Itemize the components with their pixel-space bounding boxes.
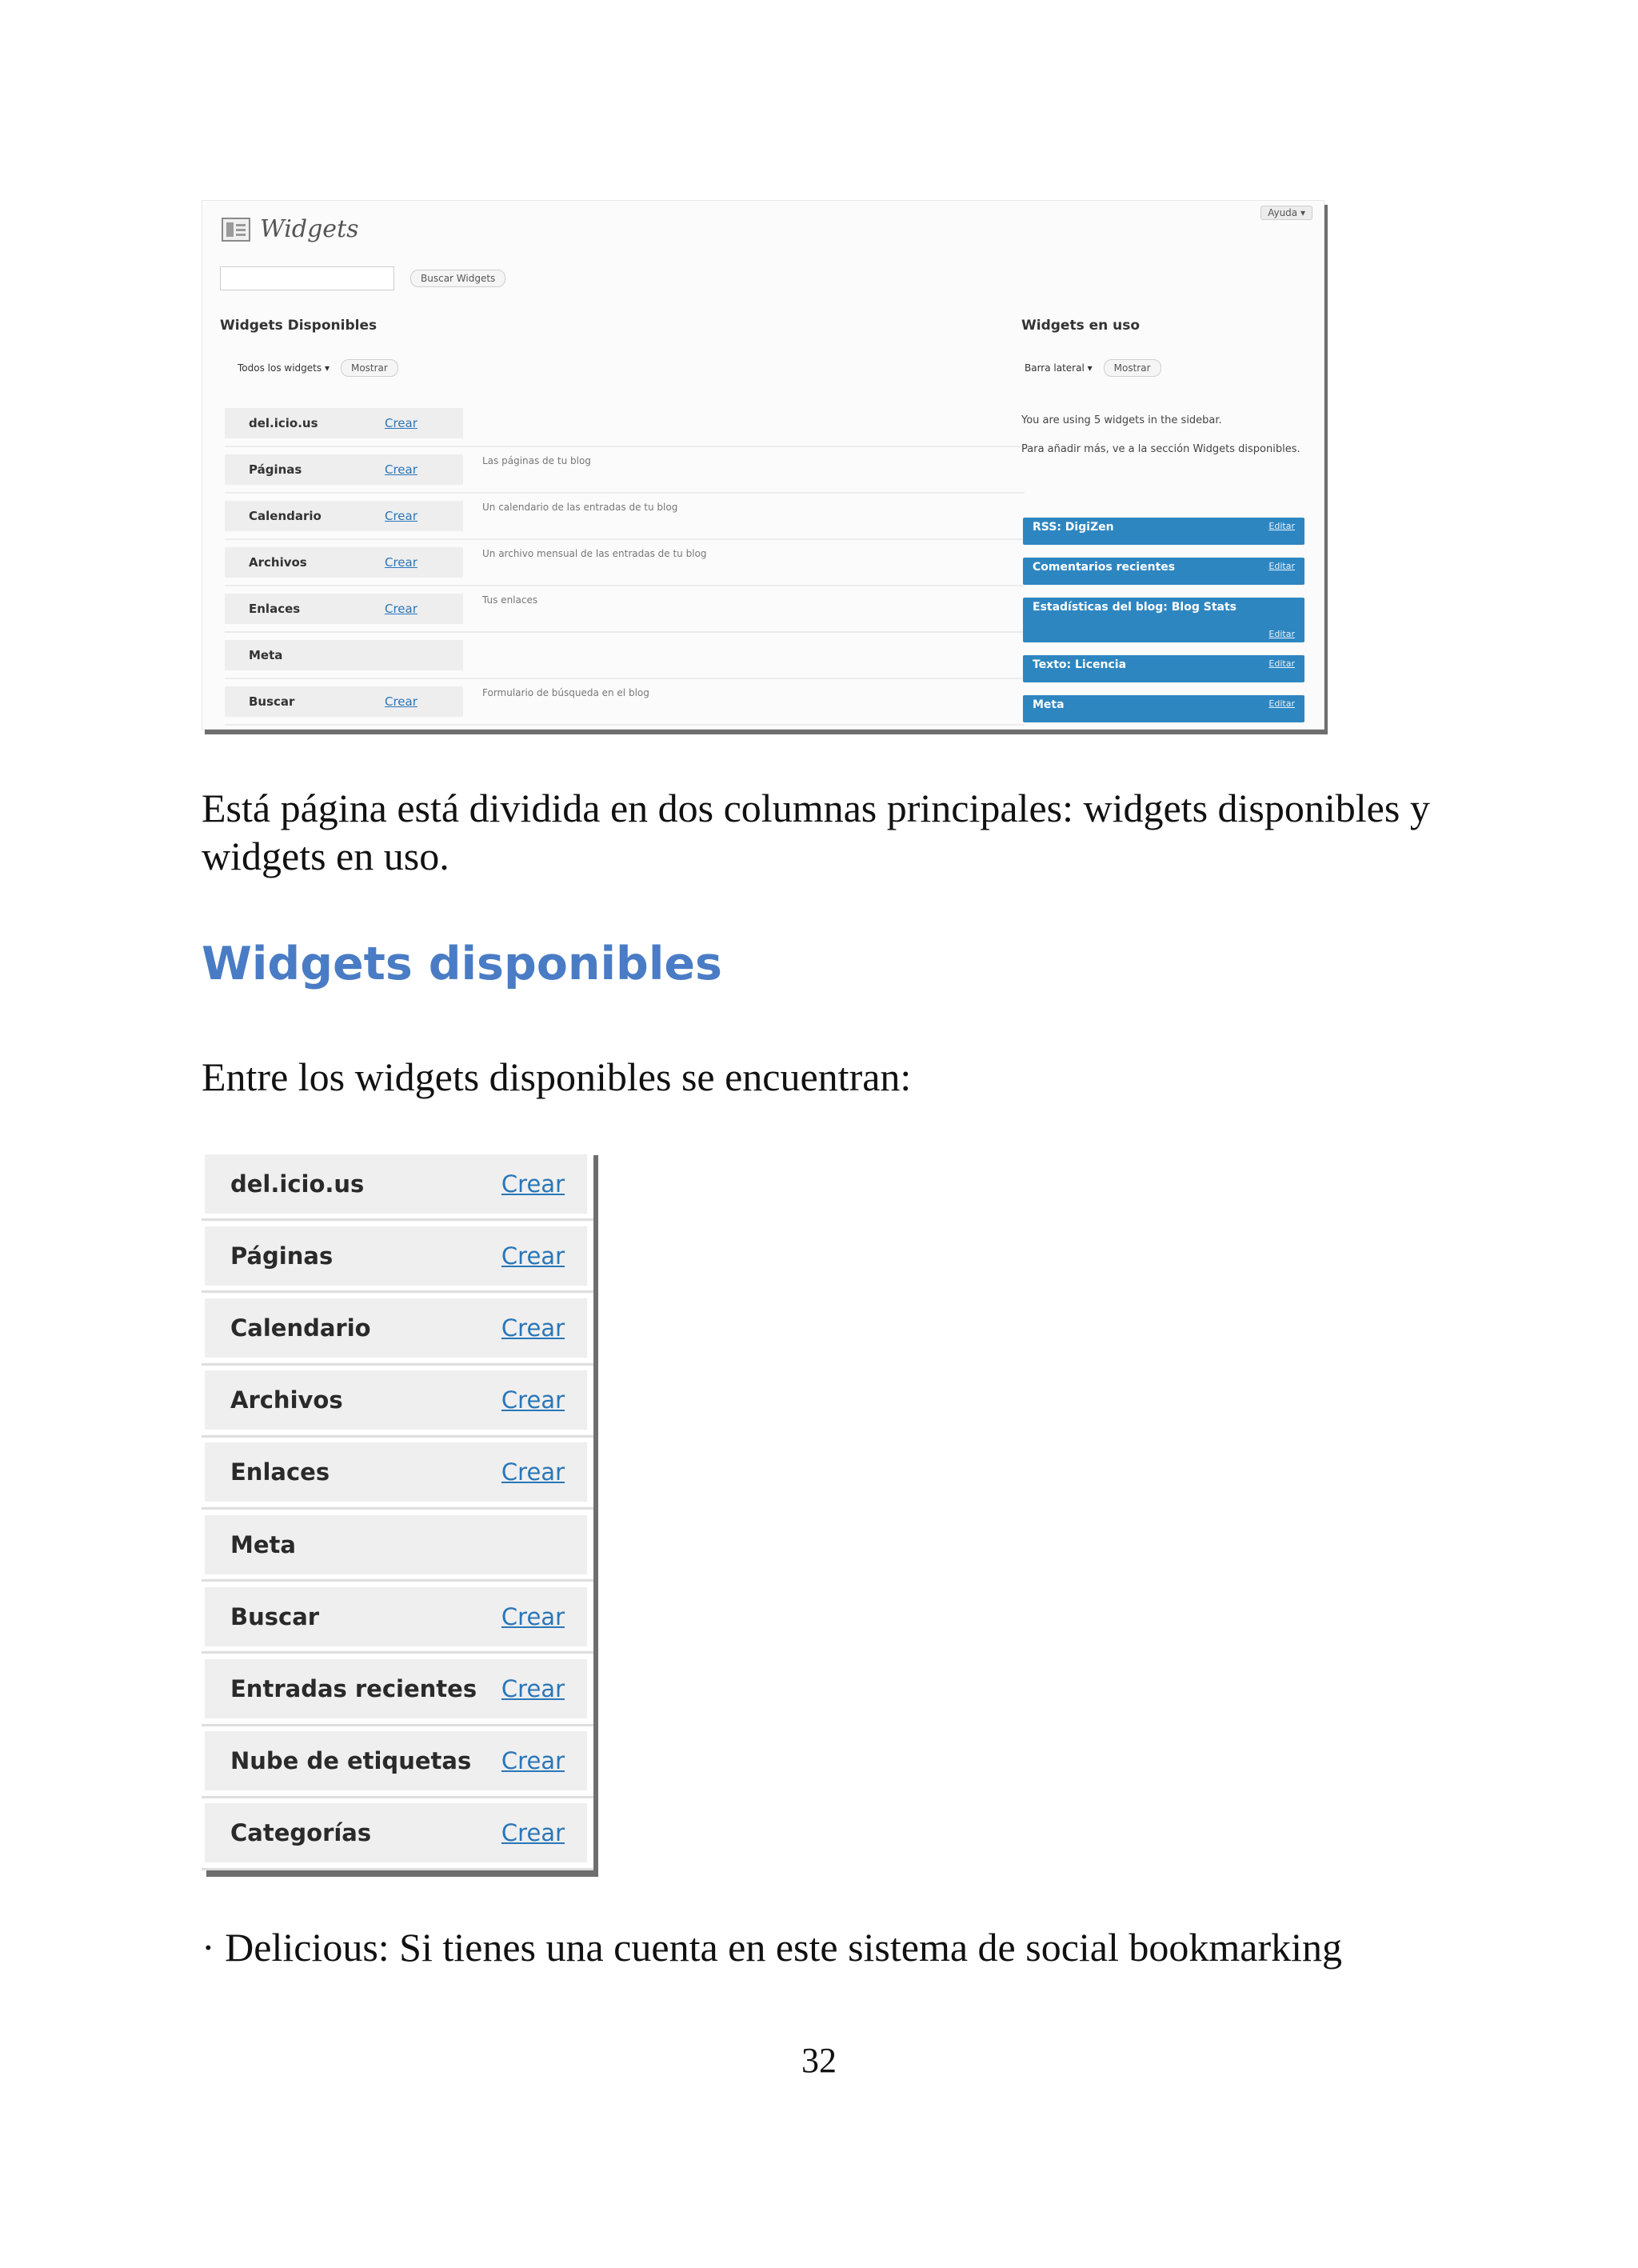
in-use-widget-name: Texto: Licencia <box>1033 658 1127 671</box>
widget-name: Enlaces <box>225 594 385 624</box>
widget-name: Buscar <box>230 1602 320 1630</box>
widget-description: Tus enlaces <box>482 594 538 606</box>
available-widget-row <box>225 540 1025 586</box>
available-widget-row <box>225 447 1025 494</box>
in-use-widget[interactable] <box>1023 558 1304 585</box>
help-button[interactable]: Ayuda ▾ <box>1260 206 1312 220</box>
widget-list-row <box>202 1366 593 1438</box>
widget-list-row <box>202 1149 593 1221</box>
widget-name: Meta <box>230 1530 296 1558</box>
widget-list-row <box>202 1221 593 1293</box>
widget-list-row <box>202 1798 593 1870</box>
create-link[interactable]: Crear <box>385 547 463 578</box>
widget-list-screenshot <box>202 1149 593 1870</box>
in-use-widgets-heading: Widgets en uso <box>1021 318 1141 334</box>
widget-name: Páginas <box>225 454 385 485</box>
widget-description: Un calendario de las entradas de tu blog <box>482 502 678 513</box>
search-row <box>220 266 505 290</box>
search-widgets-button[interactable]: Buscar Widgets <box>410 270 505 287</box>
in-use-widget-name: Estadísticas del blog: Blog Stats <box>1033 601 1236 614</box>
create-link[interactable]: Crear <box>501 1242 565 1270</box>
create-link[interactable]: Crear <box>501 1747 565 1775</box>
widget-name: Nube de etiquetas <box>230 1747 472 1775</box>
create-link[interactable]: Crear <box>501 1819 565 1847</box>
create-link[interactable]: Crear <box>385 686 463 717</box>
in-use-widget-name: Meta <box>1033 698 1065 711</box>
widget-name: Buscar <box>225 686 385 717</box>
widget-name: Calendario <box>230 1314 371 1342</box>
widget-list-row-body <box>205 1659 587 1718</box>
widget-list-row <box>202 1726 593 1798</box>
widget-list-row <box>202 1293 593 1365</box>
widget-name: del.icio.us <box>225 408 385 438</box>
widget-name: Archivos <box>230 1386 343 1414</box>
widget-list-row-body <box>205 1154 587 1214</box>
widget-name: Páginas <box>230 1242 334 1270</box>
widget-list-row-body <box>205 1803 587 1862</box>
in-use-show-button[interactable]: Mostrar <box>1104 359 1161 377</box>
delicious-paragraph: · Delicious: Si tienes una cuenta en este sistema de social bookmarking <box>202 1925 1343 1970</box>
create-link[interactable]: Crear <box>385 408 463 438</box>
available-widget-row <box>225 633 1025 679</box>
in-use-info-hint: Para añadir más, ve a la sección Widgets disponibles. <box>1021 443 1300 455</box>
create-link[interactable]: Crear <box>385 501 463 531</box>
create-link[interactable]: Crear <box>501 1458 565 1486</box>
widget-description: Formulario de búsqueda en el blog <box>482 687 649 698</box>
page-number: 32 <box>801 2041 837 2080</box>
widget-list-row-body <box>205 1226 587 1286</box>
create-link[interactable]: Crear <box>385 594 463 624</box>
in-use-widget[interactable] <box>1023 598 1304 642</box>
widget-name: Entradas recientes <box>230 1674 477 1702</box>
intro-paragraph: Está página está dividida en dos columnas principales: widgets disponibles y widgets en uso. <box>202 786 1430 878</box>
sidebar-select[interactable]: Barra lateral ▾ <box>1025 362 1093 374</box>
available-widget-row <box>225 401 1025 447</box>
in-use-widget[interactable] <box>1023 695 1304 722</box>
widget-name: Enlaces <box>230 1458 330 1486</box>
widget-name: Meta <box>225 640 385 670</box>
available-filter-select[interactable]: Todos los widgets ▾ <box>238 362 330 374</box>
edit-link[interactable]: Editar <box>1268 698 1295 709</box>
in-use-widget-name: Comentarios recientes <box>1033 561 1176 574</box>
edit-link[interactable]: Editar <box>1268 521 1295 531</box>
create-link[interactable]: Crear <box>385 454 463 485</box>
widget-list-row-body <box>205 1587 587 1646</box>
widget-list-row <box>202 1510 593 1582</box>
widget-list-row <box>202 1438 593 1510</box>
create-link[interactable]: Crear <box>501 1674 565 1702</box>
available-widget-row <box>225 494 1025 540</box>
create-link[interactable]: Crear <box>501 1602 565 1630</box>
widget-name: Archivos <box>225 547 385 578</box>
available-filter-row <box>238 359 398 377</box>
in-use-widget[interactable] <box>1023 518 1304 545</box>
widget-list-row-body <box>205 1515 587 1574</box>
widget-list-row <box>202 1654 593 1726</box>
widget-list-row-body <box>205 1442 587 1502</box>
widget-description: Un archivo mensual de las entradas de tu blog <box>482 548 707 559</box>
available-widget-row <box>225 586 1025 633</box>
widget-list-row-body <box>205 1731 587 1790</box>
in-use-filter-row <box>1025 359 1161 377</box>
widget-name: Calendario <box>225 501 385 531</box>
available-widget-row <box>225 679 1025 726</box>
edit-link[interactable]: Editar <box>1268 658 1295 669</box>
section-heading: Widgets disponibles <box>202 938 722 990</box>
create-link[interactable]: Crear <box>501 1170 565 1198</box>
widget-list-row <box>202 1582 593 1654</box>
in-use-info-count: You are using 5 widgets in the sidebar. <box>1021 414 1222 426</box>
widget-list-row-body <box>205 1298 587 1358</box>
available-widgets-heading: Widgets Disponibles <box>220 318 378 334</box>
available-widgets-list <box>225 401 1025 726</box>
search-input[interactable] <box>220 266 394 290</box>
widgets-admin-screenshot <box>202 200 1324 730</box>
in-use-widget-name: RSS: DigiZen <box>1033 521 1114 534</box>
in-use-widget[interactable] <box>1023 655 1304 682</box>
create-link[interactable]: Crear <box>501 1314 565 1342</box>
widget-name: del.icio.us <box>230 1170 365 1198</box>
create-link[interactable]: Crear <box>501 1386 565 1414</box>
edit-link[interactable]: Editar <box>1268 561 1295 571</box>
widget-description: Las páginas de tu blog <box>482 455 591 466</box>
available-show-button[interactable]: Mostrar <box>341 359 398 377</box>
widgets-icon <box>222 218 250 242</box>
edit-link[interactable]: Editar <box>1268 629 1295 639</box>
lead-paragraph: Entre los widgets disponibles se encuentran: <box>202 1054 912 1099</box>
widget-name: Categorías <box>230 1819 372 1847</box>
page-title-row <box>222 215 359 243</box>
widget-list-row-body <box>205 1370 587 1430</box>
create-link <box>385 640 463 670</box>
page-title: Widgets <box>260 215 359 243</box>
